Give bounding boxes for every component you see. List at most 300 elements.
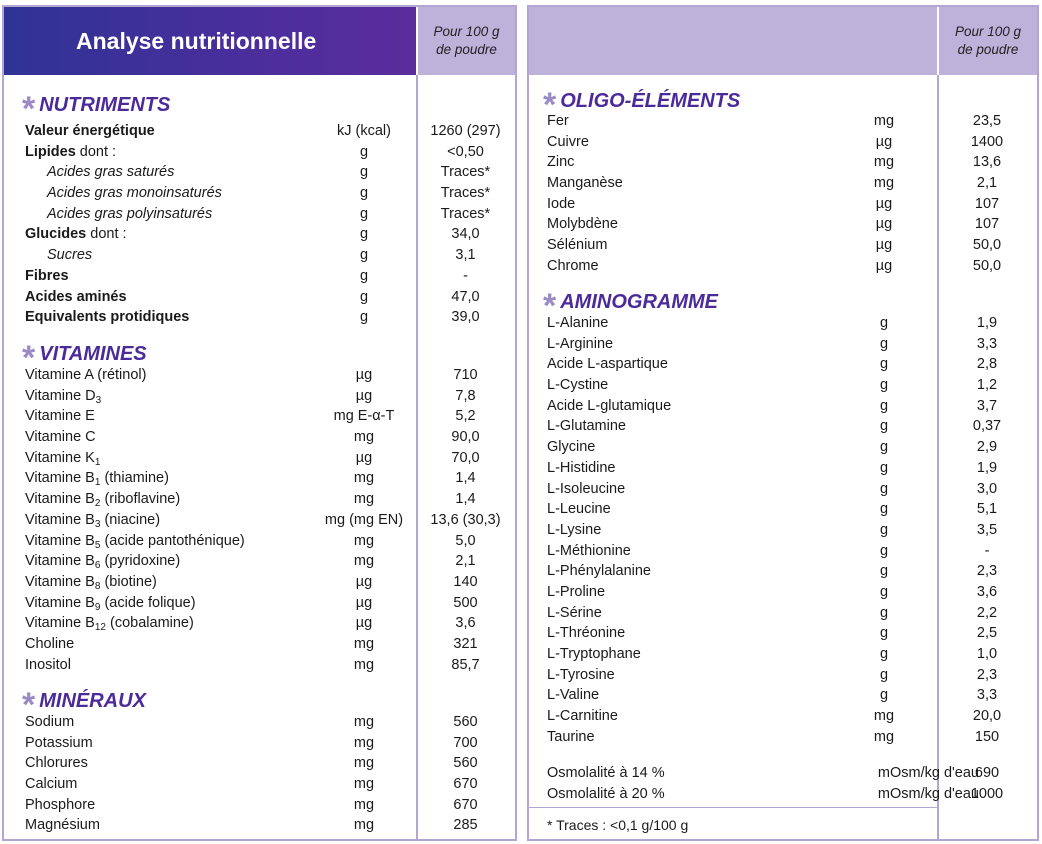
row-value: 3,0	[976, 480, 998, 497]
row-name	[25, 551, 180, 572]
row-name-text: Valeur énergétique	[25, 123, 155, 139]
table-row	[529, 561, 1037, 582]
row-name	[25, 489, 180, 510]
row-unit: µg	[355, 387, 373, 404]
row-unit: mg	[873, 175, 895, 192]
table-row	[529, 132, 1037, 153]
row-unit: g	[879, 646, 889, 662]
row-value: 1,9	[976, 315, 998, 331]
row-name	[547, 354, 668, 375]
row-name-text: Lipides	[25, 143, 76, 160]
row-name-text: L-Phénylalanine	[547, 563, 651, 580]
table-row	[529, 458, 1037, 479]
row-name-text: L-Arginine	[547, 335, 614, 352]
table-row	[529, 784, 1037, 805]
row-unit: mg	[353, 553, 375, 570]
unit-header	[937, 7, 1037, 75]
row-value: 7,8	[455, 387, 476, 404]
row-name	[25, 733, 93, 754]
row-name	[547, 111, 569, 132]
unit-header-line2: de poudre	[436, 42, 497, 57]
table-row	[529, 499, 1037, 520]
row-unit: g	[879, 542, 889, 559]
right-header	[529, 7, 1037, 75]
row-name-text: Phosphore	[25, 796, 96, 813]
oligo-list	[529, 111, 1037, 277]
row-value: 560	[453, 755, 478, 772]
row-name-text: L-Thréonine	[547, 625, 626, 642]
table-row	[4, 365, 515, 386]
row-name-subscript: 3	[95, 394, 102, 406]
row-value: 107	[974, 216, 1000, 233]
row-unit: kJ (kcal)	[337, 123, 391, 139]
row-name-text: L-Proline	[547, 583, 606, 600]
table-row	[529, 416, 1037, 437]
row-name	[547, 256, 599, 277]
row-value: 5,0	[455, 532, 476, 549]
row-value: 3,1	[455, 247, 476, 264]
row-name-rest: (acide pantothénique)	[100, 532, 245, 549]
row-name	[547, 784, 665, 805]
row-unit: mg	[353, 714, 375, 730]
table-row	[529, 313, 1037, 334]
row-unit: g	[879, 583, 889, 600]
row-name-text: L-Alanine	[547, 315, 609, 331]
row-name-rest: (acide folique)	[100, 594, 196, 611]
table-row	[529, 520, 1037, 541]
row-value: 670	[453, 776, 478, 793]
row-name	[25, 386, 101, 407]
row-name-text: Inositol	[25, 656, 71, 673]
row-value: 140	[453, 573, 478, 590]
table-row	[529, 541, 1037, 562]
row-unit: g	[359, 267, 369, 284]
row-unit: mg	[353, 635, 375, 652]
row-name	[547, 132, 589, 153]
row-unit: g	[879, 459, 889, 476]
row-value: 1,4	[455, 470, 476, 487]
unit-header-line2: de poudre	[957, 42, 1019, 57]
table-row	[529, 603, 1037, 624]
row-unit: µg	[875, 216, 893, 233]
row-value: 5,1	[976, 501, 998, 518]
row-name-text: Acides gras saturés	[47, 164, 175, 181]
row-name-subscript: 12	[94, 622, 106, 634]
row-name	[547, 541, 631, 562]
row-value: 500	[453, 594, 478, 611]
nutriments-list	[4, 121, 515, 328]
row-name	[547, 582, 605, 603]
row-name-text: Cuivre	[547, 133, 589, 150]
table-row	[529, 644, 1037, 665]
row-name-text: L-Glutamine	[547, 418, 626, 435]
section-title: AMINOGRAMME	[560, 291, 718, 313]
row-unit: g	[879, 397, 889, 414]
row-name-text: Taurine	[547, 728, 595, 745]
row-unit: mg	[873, 113, 895, 129]
row-value: Traces*	[440, 205, 491, 222]
row-name	[25, 468, 169, 489]
row-unit: g	[879, 666, 889, 683]
row-name	[25, 795, 95, 816]
row-name	[547, 685, 599, 706]
row-unit: g	[879, 377, 889, 394]
row-name-text: Zinc	[547, 154, 575, 171]
row-name-text: Equivalents protidiques	[25, 309, 190, 326]
row-value: 3,5	[976, 521, 998, 538]
row-name-text: Vitamine A (rétinol)	[25, 367, 147, 383]
mineraux-list	[4, 712, 515, 836]
row-unit: mg	[873, 154, 895, 171]
row-value: 3,7	[976, 397, 998, 414]
row-value: -	[463, 267, 468, 284]
footnote-divider	[529, 807, 937, 808]
row-value: 1000	[970, 785, 1004, 802]
table-row	[529, 111, 1037, 132]
row-unit: µg	[355, 367, 373, 383]
row-value: 560	[453, 714, 478, 730]
section-nutriments	[22, 89, 171, 128]
row-value: 70,0	[451, 449, 480, 466]
table-row	[4, 489, 515, 510]
row-name-text: Acide L-glutamique	[547, 397, 672, 414]
row-unit: g	[879, 439, 889, 456]
row-unit: µg	[875, 237, 893, 254]
row-value: 34,0	[451, 226, 480, 243]
row-name	[547, 437, 595, 458]
row-value: 1,9	[976, 459, 998, 476]
row-unit: g	[359, 288, 369, 305]
table-row	[4, 753, 515, 774]
row-name-text: L-Méthionine	[547, 542, 631, 559]
table-row	[529, 396, 1037, 417]
star-icon: *	[22, 685, 36, 724]
table-row	[529, 235, 1037, 256]
row-unit: µg	[355, 573, 373, 590]
row-name-text: Potassium	[25, 734, 93, 751]
row-name-text: Sodium	[25, 714, 75, 730]
row-unit: g	[879, 501, 889, 518]
table-row	[4, 655, 515, 676]
row-name-rest: (riboflavine)	[100, 491, 181, 508]
row-name	[547, 706, 618, 727]
row-name-text: Acides gras monoinsaturés	[47, 185, 222, 202]
row-unit: mg (mg EN)	[324, 511, 404, 528]
row-value: -	[984, 542, 990, 559]
table-row	[529, 334, 1037, 355]
unit-header-line1: Pour 100 g	[433, 24, 500, 39]
table-row	[4, 121, 515, 142]
row-name	[547, 458, 616, 479]
row-value: 2,5	[976, 625, 998, 642]
star-icon: *	[543, 286, 557, 325]
table-row	[529, 152, 1037, 173]
unit-header-line1: Pour 100 g	[954, 24, 1022, 39]
row-unit: g	[879, 356, 889, 373]
star-icon: *	[22, 89, 36, 128]
row-name-text: L-Cystine	[547, 377, 609, 394]
row-value: 710	[453, 367, 478, 383]
row-name	[547, 561, 651, 582]
row-name-text: Glycine	[547, 439, 596, 456]
row-name	[547, 152, 574, 173]
row-name-text: Vitamine D	[25, 387, 96, 404]
row-name	[25, 427, 96, 448]
table-row	[529, 727, 1037, 748]
row-name	[47, 245, 92, 266]
star-icon: *	[22, 338, 36, 377]
row-name-text: Acides aminés	[25, 288, 127, 305]
row-name	[547, 479, 625, 500]
row-value: 2,1	[976, 175, 998, 192]
row-unit: g	[879, 625, 889, 642]
row-value: 2,3	[976, 666, 998, 683]
row-name-text: L-Tryptophane	[547, 646, 641, 662]
row-value: 690	[974, 765, 1000, 781]
row-name-text: L-Tyrosine	[547, 666, 615, 683]
row-name-text: Vitamine C	[25, 429, 96, 446]
row-unit: mg	[353, 734, 375, 751]
row-name-rest: (niacine)	[100, 511, 161, 528]
row-name-subscript: 3	[94, 518, 101, 530]
row-unit: g	[359, 247, 369, 264]
table-row	[4, 287, 515, 308]
table-row	[4, 427, 515, 448]
table-row	[4, 634, 515, 655]
table-row	[4, 406, 515, 427]
row-name	[25, 406, 95, 427]
row-value: 50,0	[972, 237, 1002, 254]
row-name	[547, 416, 626, 437]
table-row	[529, 685, 1037, 706]
row-unit: g	[359, 164, 369, 181]
row-unit: g	[879, 604, 889, 621]
table-row	[4, 551, 515, 572]
row-name	[547, 665, 615, 686]
row-name-text: L-Histidine	[547, 459, 616, 476]
row-name-subscript: 6	[94, 560, 101, 572]
table-row	[4, 266, 515, 287]
row-name-rest: (thiamine)	[100, 470, 169, 487]
table-row	[529, 173, 1037, 194]
row-name-subscript: 1	[94, 456, 101, 468]
row-unit: µg	[355, 615, 373, 632]
row-name	[547, 334, 613, 355]
table-row	[4, 162, 515, 183]
row-name	[25, 815, 100, 836]
row-name	[547, 603, 602, 624]
row-name-text: Vitamine B	[25, 532, 95, 549]
row-unit: mg	[353, 532, 375, 549]
row-unit: g	[879, 687, 889, 704]
row-value: 1260 (297)	[430, 123, 501, 139]
row-name-subscript: 2	[94, 498, 101, 510]
row-value: 670	[453, 796, 478, 813]
table-row	[4, 386, 515, 407]
row-name-subscript: 1	[94, 477, 101, 489]
row-unit: mOsm/kg d'eau	[877, 785, 979, 802]
row-name	[547, 173, 623, 194]
row-value: 13,6 (30,3)	[430, 511, 501, 528]
row-unit: g	[879, 521, 889, 538]
row-name	[25, 266, 69, 287]
footnote: * Traces : <0,1 g/100 g	[547, 817, 689, 833]
row-name-text: Chrome	[547, 257, 599, 274]
row-name-text: Manganèse	[547, 175, 623, 192]
left-panel	[2, 5, 517, 841]
row-name-text: Vitamine B	[25, 615, 95, 632]
unit-header	[416, 7, 515, 75]
row-unit: g	[879, 315, 889, 331]
row-unit: mg	[353, 491, 375, 508]
table-row	[529, 214, 1037, 235]
table-row	[4, 593, 515, 614]
row-name	[547, 499, 611, 520]
row-unit: mg	[353, 755, 375, 772]
row-name-text: L-Leucine	[547, 501, 611, 518]
row-unit: mg E-α-T	[333, 408, 395, 425]
row-unit: mg	[353, 470, 375, 487]
table-row	[529, 623, 1037, 644]
row-name	[25, 121, 155, 142]
table-row	[529, 437, 1037, 458]
row-name	[25, 593, 196, 614]
row-name	[25, 307, 189, 328]
row-name	[25, 712, 74, 733]
row-name-text: Iode	[547, 195, 576, 212]
row-value: 2,1	[455, 553, 476, 570]
row-name-text: Calcium	[25, 776, 78, 793]
row-name-text: Vitamine B	[25, 491, 95, 508]
row-name-suffix: dont :	[75, 143, 117, 160]
row-unit: mg	[353, 656, 375, 673]
table-row	[529, 706, 1037, 727]
table-row	[4, 613, 515, 634]
table-row	[4, 204, 515, 225]
row-name-text: Acide L-aspartique	[547, 356, 668, 373]
row-name-text: L-Sérine	[547, 604, 602, 621]
row-name-text: Choline	[25, 635, 75, 652]
row-name-suffix: dont :	[86, 226, 127, 243]
row-name	[47, 183, 222, 204]
row-name-text: Vitamine B	[25, 594, 95, 611]
row-name	[25, 753, 88, 774]
row-name-text: Magnésium	[25, 817, 100, 834]
row-value: 3,6	[976, 583, 998, 600]
row-name-rest: (cobalamine)	[105, 615, 194, 632]
row-value: 47,0	[451, 288, 480, 305]
row-value: 23,5	[972, 113, 1002, 129]
row-value: 5,2	[455, 408, 476, 425]
table-row	[529, 354, 1037, 375]
row-name-subscript: 8	[94, 580, 101, 592]
row-unit: g	[879, 418, 889, 435]
row-name-rest: (pyridoxine)	[100, 553, 181, 570]
row-name-text: Acides gras polyinsaturés	[47, 205, 213, 222]
row-value: 2,9	[976, 439, 998, 456]
row-value: 3,3	[976, 687, 998, 704]
row-unit: mg	[353, 796, 375, 813]
row-value: 90,0	[451, 429, 480, 446]
table-row	[4, 572, 515, 593]
star-icon: *	[543, 85, 557, 124]
row-name-rest: (biotine)	[100, 573, 157, 590]
section-title: MINÉRAUX	[39, 690, 146, 712]
row-name-text: Osmolalité à 14 %	[547, 765, 665, 781]
row-unit: g	[359, 226, 369, 243]
table-row	[4, 733, 515, 754]
row-name	[547, 214, 618, 235]
row-name-subscript: 9	[94, 601, 101, 613]
section-title: VITAMINES	[39, 343, 147, 365]
row-name	[547, 644, 641, 665]
row-name-text: Vitamine B	[25, 573, 95, 590]
row-name	[547, 763, 665, 784]
row-name-text: Chlorures	[25, 755, 88, 772]
table-row	[4, 245, 515, 266]
row-value: 1400	[970, 133, 1004, 150]
table-row	[4, 510, 515, 531]
row-unit: mg	[353, 776, 375, 793]
row-value: 3,6	[455, 615, 476, 632]
row-name	[25, 531, 245, 552]
row-name-text: Sucres	[47, 247, 93, 264]
row-value: 107	[974, 195, 1000, 212]
row-value: 2,8	[976, 356, 998, 373]
table-row	[529, 763, 1037, 784]
row-name-text: L-Carnitine	[547, 708, 618, 725]
row-value: 1,4	[455, 491, 476, 508]
left-header	[4, 7, 515, 75]
row-value: 3,3	[976, 335, 998, 352]
vitamines-list	[4, 365, 515, 675]
section-title: OLIGO-ÉLÉMENTS	[560, 90, 741, 112]
row-unit: µg	[355, 594, 373, 611]
row-name-text: Glucides	[25, 226, 87, 243]
row-unit: g	[879, 480, 889, 497]
section-title: NUTRIMENTS	[39, 94, 171, 116]
right-panel	[527, 5, 1039, 841]
row-name-text: Vitamine B	[25, 553, 95, 570]
row-value: 20,0	[972, 708, 1002, 725]
row-name	[547, 375, 608, 396]
row-unit: mg	[353, 429, 375, 446]
table-row	[529, 582, 1037, 603]
table-row	[4, 448, 515, 469]
row-name	[547, 194, 575, 215]
row-name	[25, 655, 71, 676]
row-name	[25, 510, 160, 531]
row-value: Traces*	[440, 185, 491, 202]
row-name	[25, 613, 194, 634]
row-value: 1,0	[976, 646, 998, 662]
row-name-text: Molybdène	[547, 216, 618, 233]
table-row	[529, 375, 1037, 396]
table-row	[4, 795, 515, 816]
table-row	[4, 531, 515, 552]
row-name-text: Fibres	[25, 267, 69, 284]
row-name	[547, 396, 671, 417]
row-unit: g	[359, 309, 369, 326]
row-name-text: L-Isoleucine	[547, 480, 626, 497]
row-name	[25, 774, 77, 795]
row-name-text: Vitamine K	[25, 449, 95, 466]
table-row	[4, 774, 515, 795]
table-row	[529, 479, 1037, 500]
row-value: Traces*	[440, 164, 491, 181]
row-name-subscript: 5	[94, 539, 101, 551]
aminogramme-list	[529, 313, 1037, 747]
